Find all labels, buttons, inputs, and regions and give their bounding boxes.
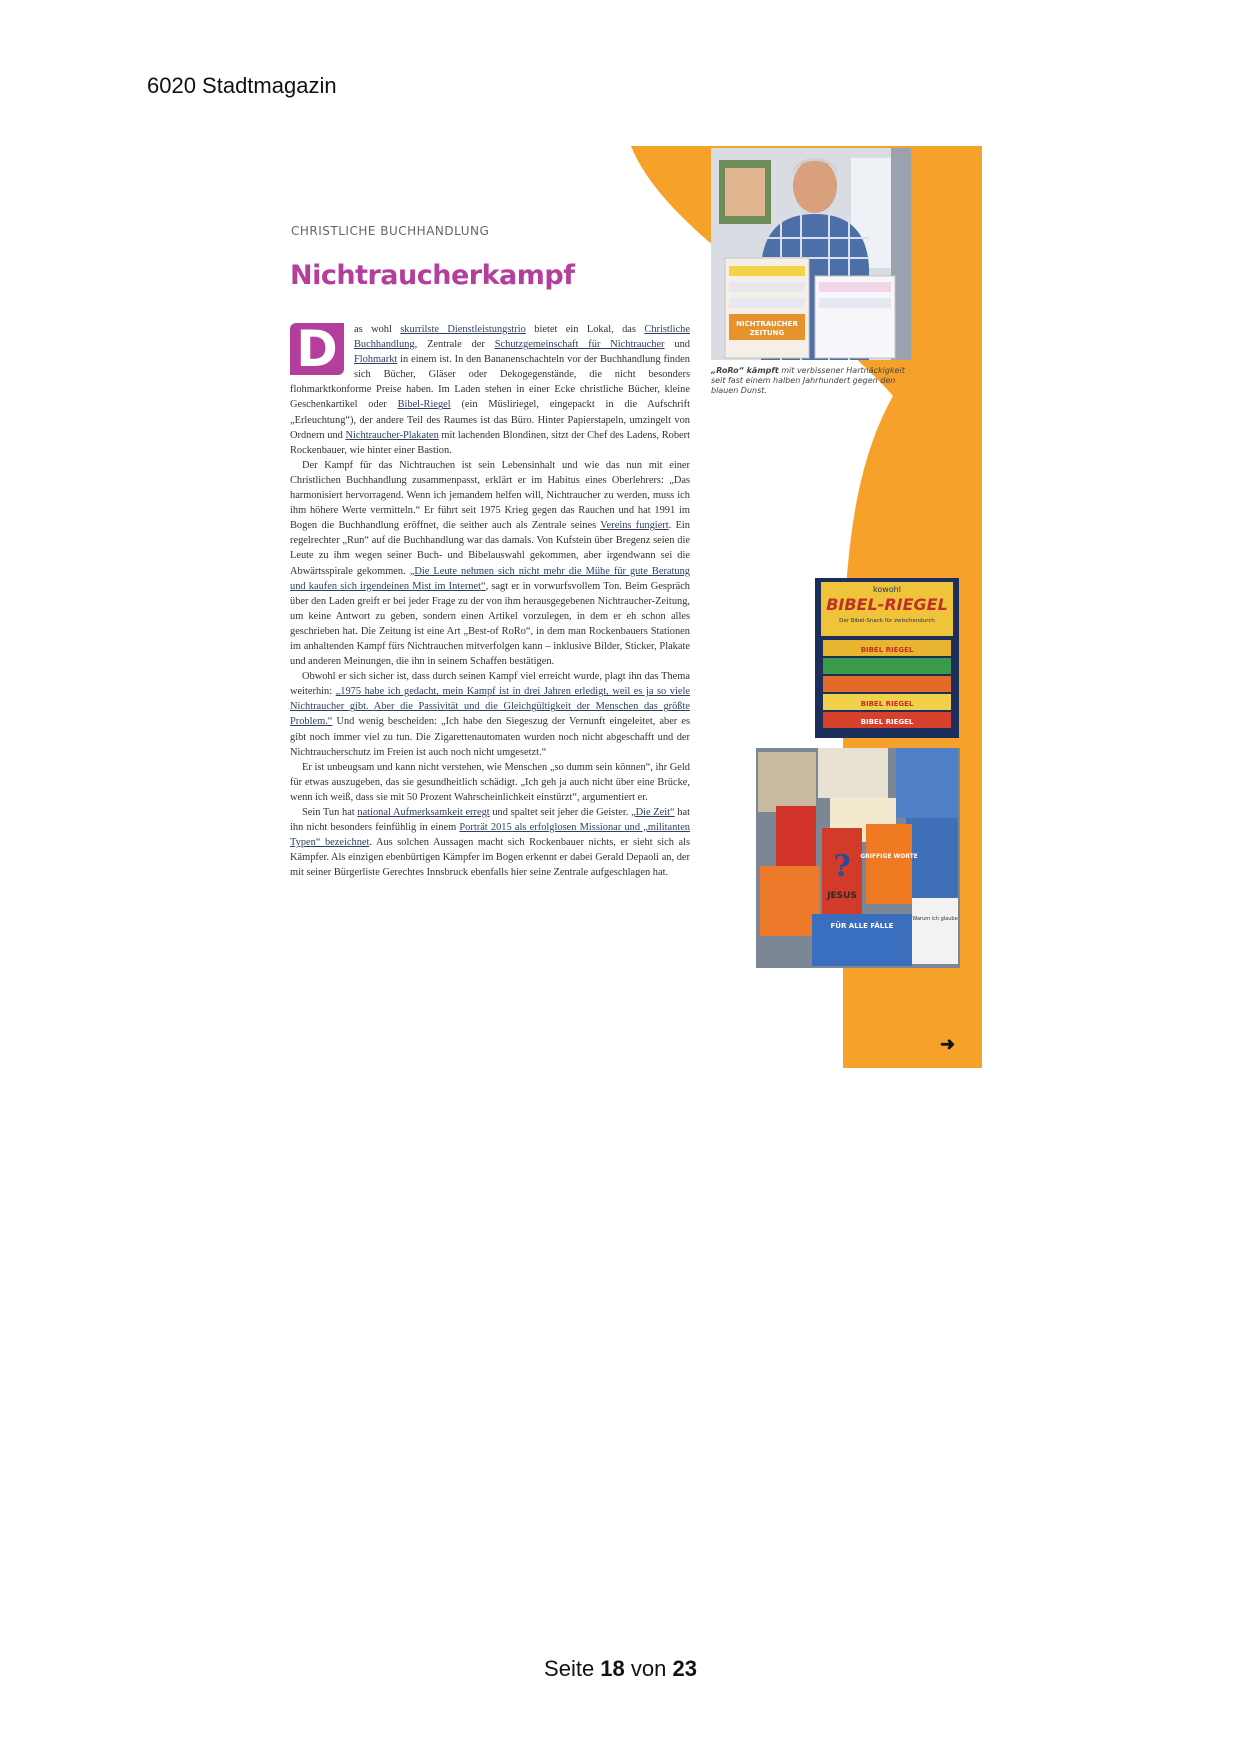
page-footer: Seite 18 von 23 [544,1656,697,1681]
article-body [290,322,690,880]
link-portraet-2015[interactable]: Porträt 2015 als erfolglosen Missionar und „militanten Typen“ bezeichnet [290,822,690,849]
photo-caption: „RoRo“ kämpft mit verbissener Hartnäckigkeit seit fast einem halben Jahrhundert gegen den blauen Dunst. [711,366,905,395]
book-question-mark: ? [833,849,851,884]
link-nichtraucher-plakaten[interactable]: Nichtraucher-Plakaten [345,429,439,441]
bibel-subtitle: Der Bibel-Snack für zwischendurch [839,618,935,624]
book-faelle: FÜR ALLE FÄLLE [830,922,894,930]
bibel-bar-label: BIBEL RIEGEL [860,700,914,708]
paragraph-2: Der Kampf für das Nichtrauchen ist sein Lebensinhalt und wie das nun mit einer Christlichen Buchhandlung zusammenpasst, erklärt er im Habitus eines Oberlehrers: „Das harmonisiert hervorragend. Wenn ich jemandem helfen will, Nichtraucher zu werden, muss ich ihm höhere Werte vermitteln.“ Er führt seit 1975 Krieg gegen das Rauchen und hat 1991 im Bogen die Buchhandlung eröffnet, die seither auch als Zentrale seines Vereins fungiert. Ein regelrechter „Run“ auf die Buchhandlung war das damals. Von Kufstein über Bregenz seien die Leute zu ihm wegen seiner Buch- und Bibelauswahl gekommen, aber irgendwann sei die Abwärtsspirale gekommen. „Die Leute nehmen sich nicht mehr die Mühe für gute Beratung und kaufen sich irgendeinen Mist im Internet“, sagt er in vorwurfsvollem Ton. Beim Gespräch über den Laden greift er bei jeder Frage zu der von ihm herausgegebenen Nichtraucher-Zeitung, um keine Antwort zu geben, sondern einen Artikel vorzulegen, in dem er eh schon alles geschrieben hat. Die Zeitung ist eine Art „Best-of RoRo“, in dem man Rockenbauers Stationen im anhaltenden Kampf fürs Nichtrauchen mitverfolgen kann – inklusive Bilder, Sticker, Plakate und anderen Meinungen, die ihn in seinem Schaffen bestätigen. [290,459,691,668]
magazine-scan [288,146,982,1068]
bibel-bar-label: BIBEL RIEGEL [860,718,914,726]
book-jesus: JESUS [827,891,857,901]
link-national-aufmerksamkeit[interactable]: national Aufmerksamkeit erregt [357,807,490,818]
link-die-zeit[interactable]: „Die Zeit“ [631,807,675,818]
bibel-title: BIBEL-RIEGEL [826,595,948,614]
paragraph-4: Er ist unbeugsam und kann nicht verstehen, wie Menschen „so dumm sein können“, ihr Geld für etwas auszugeben, das sie gesundheitlich schädigt. „Ich geh ja auch nicht über eine Brücke, wenn ich weiß, dass sie mit 50 Prozent Wahrscheinlichkeit einstürzt“, argumentiert er. [290,761,690,803]
books-illustration [756,748,960,968]
paper-label-2: ZEITUNG [749,329,785,337]
section-kicker: CHRISTLICHE BUCHHANDLUNG [291,224,490,238]
book-worte: GRIFFIGE WORTE [860,853,918,860]
book-frage: Warum ich glaube [912,916,958,922]
paragraph-5: Sein Tun hat national Aufmerksamkeit erregt und spaltet seit jeher die Geister. „Die Zeit“ hat ihn nicht besonders feinfühlig in einem Porträt 2015 als erfolglosen Missionar und „militanten Typen“ bezeichnet. Aus solchen Aussagen macht sich Rockenbauer nichts, er sieht sich als Kämpfer. Als einzigen ebenbürtigen Kämpfer im Bogen erkennt er dabei Gerald Depaoli an, der mit seiner Bürgerliste Gerechtes Innsbruck ebenfalls hier seine Zentrale aufgeschlagen hat. [290,807,691,879]
link-schutzgemeinschaft[interactable]: Schutzgemeinschaft für Nichtraucher [494,339,665,351]
portrait-illustration [711,148,911,360]
article-headline: Nichtraucherkampf [290,260,575,291]
bibel-brand: kowohl [873,585,901,594]
drop-cap: D [290,323,344,375]
continue-arrow-icon: ➜ [940,1034,956,1054]
link-quote-1975[interactable]: „1975 habe ich gedacht, mein Kampf ist in drei Jahren erledigt, weil es ja so viele Nichtraucher gibt. Aber die Passivität und die Gleichgültigkeit der Menschen das größte Problem.“ [290,686,690,728]
link-vereins-fungiert[interactable]: Vereins fungiert [600,520,669,532]
paper-label-1: NICHTRAUCHER [736,320,798,328]
paragraph-3: Obwohl er sich sicher ist, dass durch seinen Kampf viel erreicht wurde, plagt ihn das Thema weiterhin: „1975 habe ich gedacht, mein Kampf ist in drei Jahren erledigt, weil es ja so viele Nichtraucher gibt. Aber die Passivität und die Gleichgültigkeit der Menschen das größte Problem.“ Und wenig bescheiden: „Ich habe den Siegeszug der Vernunft eingeleitet, aber es gibt noch immer viel zu tun. Die Zigarettenautomaten wurden noch nicht abgeschafft und der Nichtraucherschutz im Freien ist auch noch nicht umgesetzt.“ [290,671,690,758]
current-page: 18 [600,1656,625,1681]
link-dienstleistungstrio[interactable]: skurrilste Dienstleistungstrio [400,324,526,335]
document-header: 6020 Stadtmagazin [147,73,337,98]
link-bibel-riegel[interactable]: Bibel-Riegel [397,399,451,411]
total-pages: 23 [672,1656,697,1681]
link-christliche-buchhandlung[interactable]: Christliche Buchhandlung [354,324,690,351]
bibel-riegel-illustration [815,578,959,738]
photo-bibel-riegel [815,578,959,738]
photo-portrait [711,148,911,360]
link-flohmarkt[interactable]: Flohmarkt [354,354,398,366]
bibel-bar-label: BIBEL RIEGEL [860,646,914,654]
paragraph-1: D as wohl skurrilste Dienstleistungstrio bietet ein Lokal, das Christliche Buchhandlung, Zentrale der Schutzgemeinschaft für Nichtraucher und Flohmarkt in einem ist. In den Bananenschachteln vor der Buchhandlung finden sich Bücher, Gläser oder Dekogegenstände, die nicht besonders flohmarktkonforme Preise haben. Im Laden stehen in einer Ecke christliche Bücher, kleine Geschenkartikel oder Bibel-Riegel (ein Müsliriegel, eingepackt in die Aufschrift „Erleuchtung“), der andere Teil des Raumes ist das Büro. Hinter Papierstapeln, umzingelt von Ordnern und Nichtraucher-Plakaten mit lachenden Blondinen, sitzt der Chef des Ladens, Robert Rockenbauer, wie hinter einer Bastion. [290,320,690,456]
photo-books [756,748,960,968]
link-quote-internet[interactable]: „Die Leute nehmen sich nicht mehr die Mühe für gute Beratung und kaufen sich irgendeinen Mist im Internet“ [290,565,690,592]
